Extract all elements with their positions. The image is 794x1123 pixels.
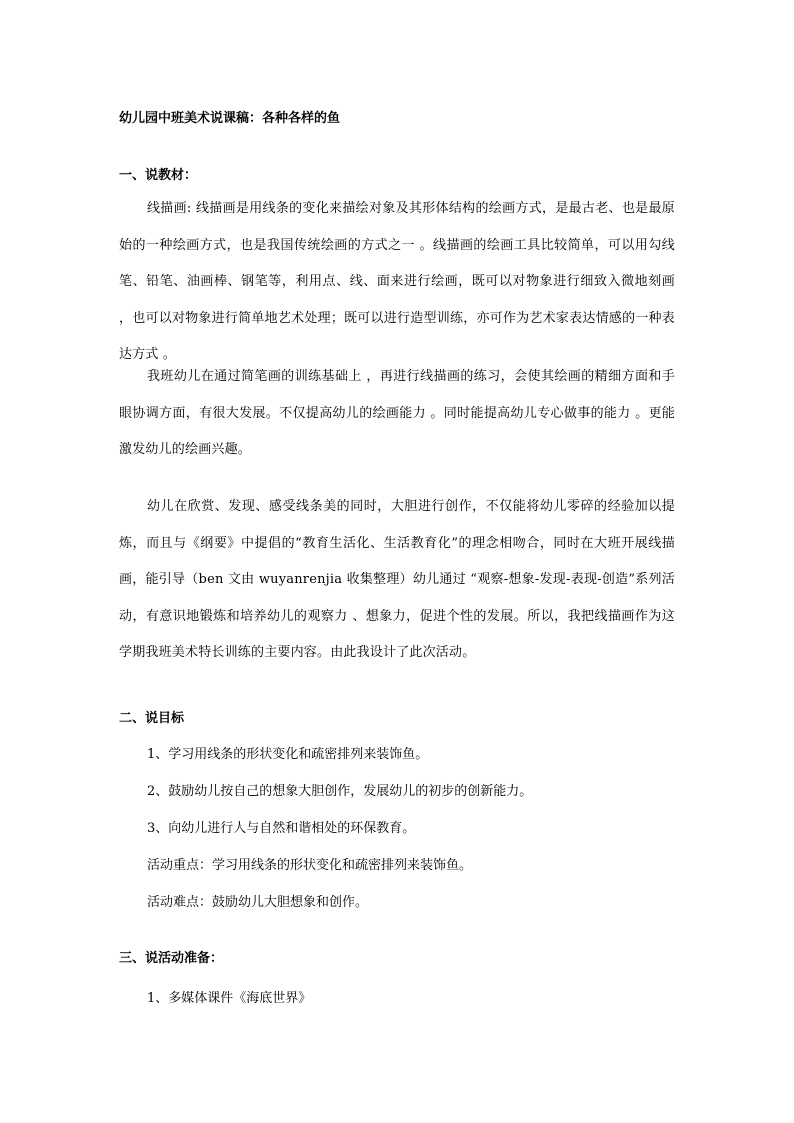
key-point-item: 活动重点：学习用线条的形状变化和疏密排列来装饰鱼。	[147, 858, 473, 873]
difficulty-item: 活动难点：鼓励幼儿大胆想象和创作。	[147, 895, 369, 910]
section-1-paragraph-3: 幼儿在欣赏、发现、感受线条美的同时，大胆进行创作，不仅能将幼儿零碎的经验加以提炼，而且与《纲要》中提倡的“教育生活化、生活教育化”的理念相吻合，同时在大班开展线描画，能引导（ben 文由 wuyanrenjia 收集整理）幼儿通过 “观察-想象-发现-表现-创造”系列活动，有意识地锻炼和培养幼儿的观察力 、想象力，促进个性的发展。所以，我把线描画作为这学期我班美术特长训练的主要内容。由此我设计了此次活动。	[119, 499, 675, 660]
goal-item-3: 3、向幼儿进行人与自然和谐相处的环保教育。	[147, 821, 416, 836]
goal-item-2: 2、鼓励幼儿按自己的想象大胆创作，发展幼儿的初步的创新能力。	[147, 784, 533, 799]
preparation-item-1: 1、多媒体课件《海底世界》	[147, 991, 312, 1006]
section-2-heading: 二、说目标	[119, 711, 185, 726]
goal-item-1: 1、学习用线条的形状变化和疏密排列来装饰鱼。	[147, 747, 429, 762]
section-1-paragraph-1: 线描画: 线描画是用线条的变化来描绘对象及其形体结构的绘画方式，是最古老、也是最原始的一种绘画方式，也是我国传统绘画的方式之一 。线描画的绘画工具比较简单，可以用勾线笔、铅笔、油画棒、钢笔等，利用点、线、面来进行绘画，既可以对物象进行细致入微地刻画 ，也可以对物象进行简单地艺术处理；既可以进行造型训练，亦可作为艺术家表达情感的一种表达方式 。	[119, 201, 675, 362]
section-3-heading: 三、说活动准备：	[119, 951, 224, 966]
section-1-paragraph-2: 我班幼儿在通过简笔画的训练基础上 ，再进行线描画的练习，会使其绘画的精细方面和手眼协调方面，有很大发展。不仅提高幼儿的绘画能力 。同时能提高幼儿专心做事的能力 。更能激发幼儿的绘画兴趣。	[119, 369, 675, 457]
document-title: 幼儿园中班美术说课稿：各种各样的鱼	[119, 111, 341, 126]
section-1-heading: 一、说教材：	[119, 168, 198, 183]
